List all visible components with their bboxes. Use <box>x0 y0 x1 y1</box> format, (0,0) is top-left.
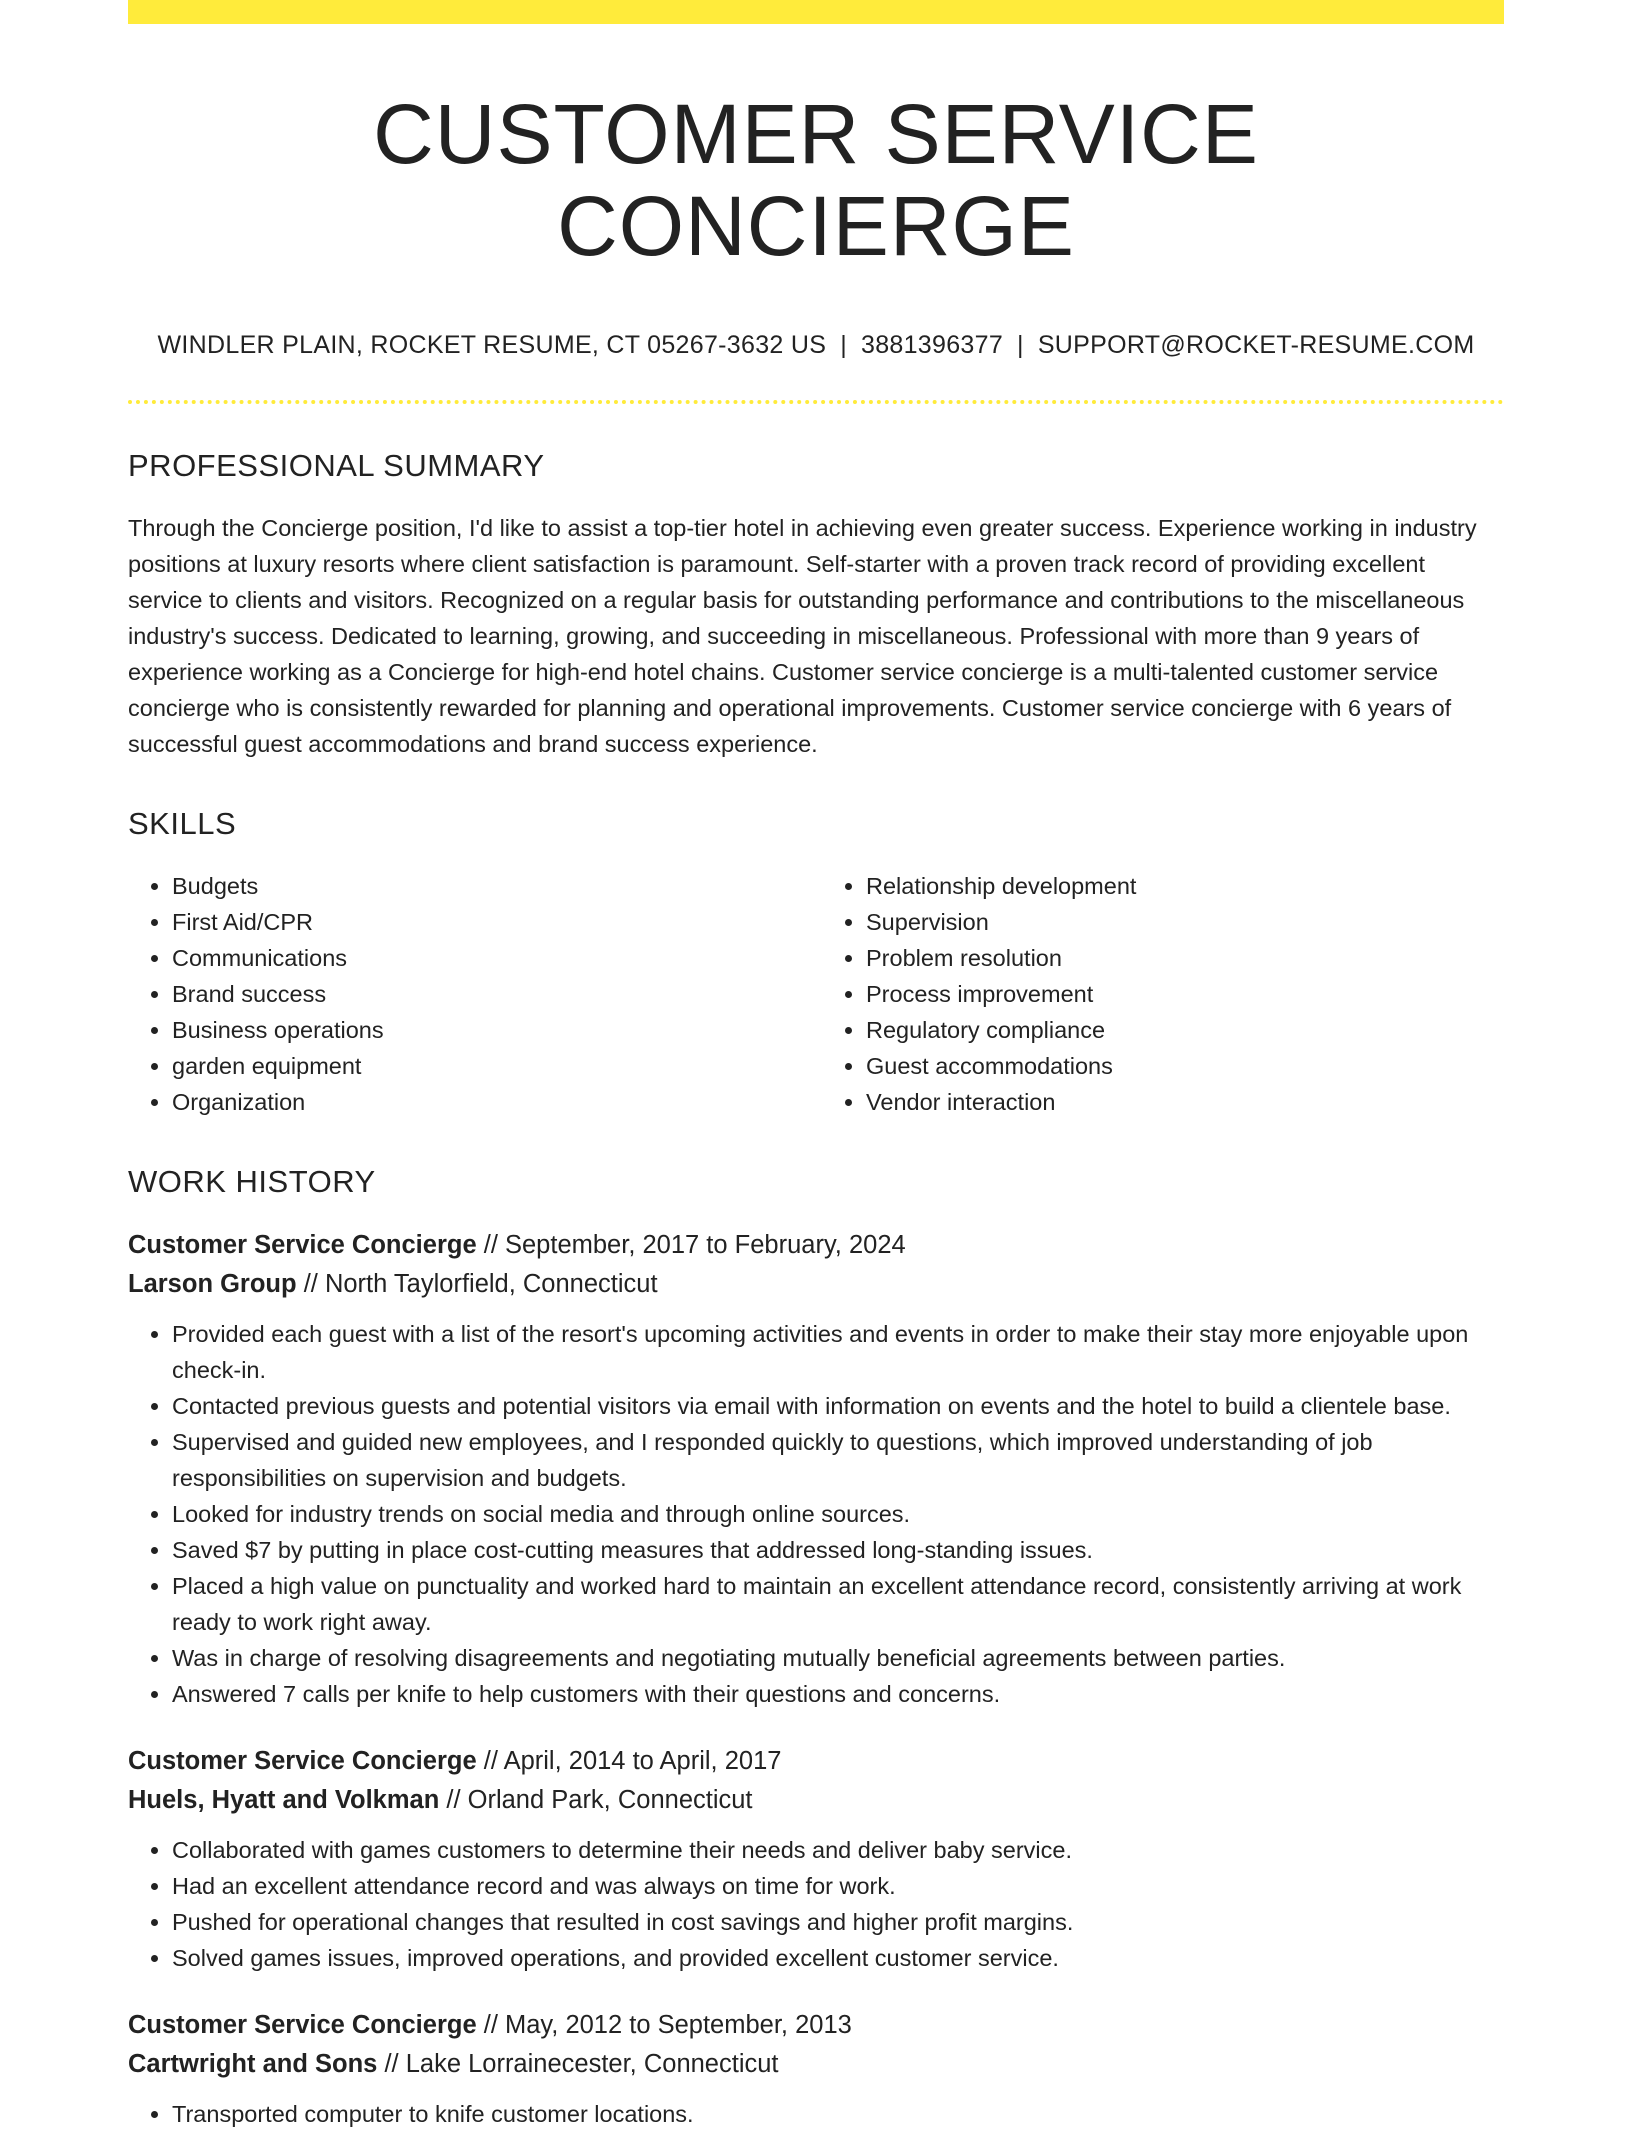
job-dates: // April, 2014 to April, 2017 <box>483 1746 782 1775</box>
job-company: Huels, Hyatt and Volkman <box>128 1785 440 1814</box>
job-location: // Lake Lorrainecester, Connecticut <box>384 2049 779 2078</box>
skill-item: • Budgets <box>172 868 816 904</box>
job-company-line <box>128 1781 1504 1820</box>
job-title: Customer Service Concierge <box>128 2010 477 2039</box>
skills-column-left <box>128 868 816 1120</box>
skill-item: • First Aid/CPR <box>172 904 816 940</box>
job-bullets <box>128 1316 1504 1712</box>
job-bullet: • Supervised and guided new employees, and I responded quickly to questions, which improved understanding of job responsibilities on supervision and budgets. <box>172 1424 1504 1496</box>
skills-list <box>128 868 1504 1120</box>
job-bullet: • Answered 7 calls per knife to help customers with their questions and concerns. <box>172 1676 1504 1712</box>
skill-item: • Communications <box>172 940 816 976</box>
job-bullet: • Collaborated with games customers to determine their needs and deliver baby service. <box>172 1832 1504 1868</box>
skill-item: • Relationship development <box>866 868 1504 904</box>
skill-item: • Problem resolution <box>866 940 1504 976</box>
job-bullets <box>128 1832 1504 1976</box>
job-title: Customer Service Concierge <box>128 1746 477 1775</box>
job-company: Larson Group <box>128 1269 297 1298</box>
job-company-line <box>128 1265 1504 1304</box>
summary-heading: PROFESSIONAL SUMMARY <box>128 447 545 483</box>
contact-address: WINDLER PLAIN, ROCKET RESUME, CT 05267-3632 US <box>157 330 827 359</box>
skill-item: • Supervision <box>866 904 1504 940</box>
job-bullet: • Had an excellent attendance record and was always on time for work. <box>172 1868 1504 1904</box>
contact-separator: | <box>1017 330 1024 359</box>
skill-item: • Regulatory compliance <box>866 1012 1504 1048</box>
job-company-line <box>128 2045 1504 2084</box>
skill-item: • Guest accommodations <box>866 1048 1504 1084</box>
skills-column-right <box>816 868 1504 1120</box>
job-bullet: • Placed a high value on punctuality and worked hard to maintain an excellent attendance record, consistently arriving at work ready to work right away. <box>172 1568 1504 1640</box>
job-bullet: • Transported computer to knife customer locations. <box>172 2096 1504 2132</box>
contact-line <box>128 331 1504 360</box>
job-title-line <box>128 2006 1504 2045</box>
contact-email: SUPPORT@ROCKET-RESUME.COM <box>1037 330 1475 359</box>
job-bullet: • Solved games issues, improved operations, and provided excellent customer service. <box>172 1940 1504 1976</box>
job-entry <box>128 1226 1504 1712</box>
job-bullet: • Looked for industry trends on social media and through online sources. <box>172 1496 1504 1532</box>
summary-text: Through the Concierge position, I'd like to assist a top-tier hotel in achieving even greater success. Experience working in industry positions at luxury resorts where client satisfaction is paramount. Self-starter with a proven track record of providing excellent service to clients and visitors. Recognized on a regular basis for outstanding performance and contributions to the miscellaneous industry's success. Dedicated to learning, growing, and succeeding in miscellaneous. Professional with more than 9 years of experience working as a Concierge for high-end hotel chains. Customer service concierge is a multi-talented customer service concierge who is consistently rewarded for planning and operational improvements. Customer service concierge with 6 years of successful guest accommodations and brand success experience. <box>128 514 1477 757</box>
skill-item: • Vendor interaction <box>866 1084 1504 1120</box>
job-bullet: • Saved $7 by putting in place cost-cutting measures that addressed long-standing issues. <box>172 1532 1504 1568</box>
contact-separator: | <box>840 330 847 359</box>
skills-heading: SKILLS <box>128 805 237 841</box>
dotted-divider <box>128 400 1504 404</box>
job-entry <box>128 2006 1504 2132</box>
job-location: // North Taylorfield, Connecticut <box>303 1269 658 1298</box>
work-history-heading: WORK HISTORY <box>128 1163 376 1199</box>
job-entry <box>128 1742 1504 1976</box>
job-bullet: • Was in charge of resolving disagreements and negotiating mutually beneficial agreements between parties. <box>172 1640 1504 1676</box>
job-title: Customer Service Concierge <box>128 1230 477 1259</box>
resume-page <box>128 0 1504 2132</box>
job-dates: // May, 2012 to September, 2013 <box>483 2010 852 2039</box>
skill-item: • Brand success <box>172 976 816 1012</box>
job-bullet: • Pushed for operational changes that resulted in cost savings and higher profit margins. <box>172 1904 1504 1940</box>
skill-item: • Business operations <box>172 1012 816 1048</box>
skill-item: • Organization <box>172 1084 816 1120</box>
skill-item: • garden equipment <box>172 1048 816 1084</box>
skill-item: • Process improvement <box>866 976 1504 1012</box>
job-location: // Orland Park, Connecticut <box>446 1785 753 1814</box>
job-dates: // September, 2017 to February, 2024 <box>483 1230 906 1259</box>
job-title-line <box>128 1226 1504 1265</box>
job-company: Cartwright and Sons <box>128 2049 378 2078</box>
resume-title: CUSTOMER SERVICE CONCIERGE <box>373 87 1259 274</box>
job-bullet: • Contacted previous guests and potential visitors via email with information on events and the hotel to build a clientele base. <box>172 1388 1504 1424</box>
job-bullet: • Provided each guest with a list of the resort's upcoming activities and events in order to make their stay more enjoyable upon check-in. <box>172 1316 1504 1388</box>
contact-phone: 3881396377 <box>860 330 1004 359</box>
job-title-line <box>128 1742 1504 1781</box>
job-bullets <box>128 2096 1504 2132</box>
accent-bar <box>128 0 1504 24</box>
